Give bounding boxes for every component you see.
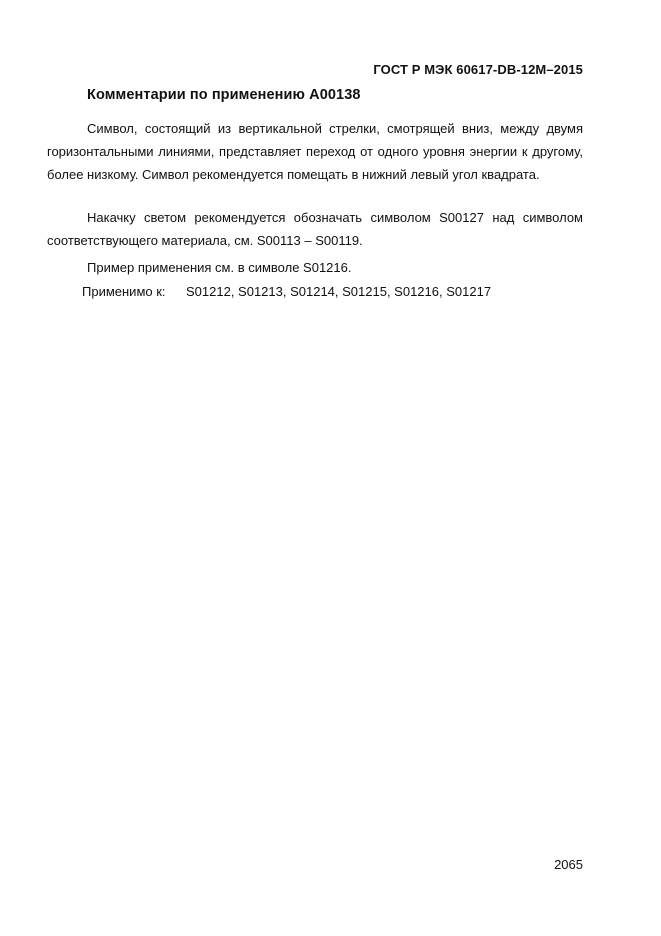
paragraph-light-pumping: Накачку светом рекомендуется обозначать символом S00127 над символом соответствующего материала, см. S00113 – S00119. [47, 210, 583, 248]
paragraph-symbol-description: Символ, состоящий из вертикальной стрелки, смотрящей вниз, между двумя горизонтальными линиями, представляет переход от одного уровня энергии к другому, более низкому. Символ рекомендуется помещать в нижний левый угол квадрата. [47, 121, 583, 182]
page-number: 2065 [554, 857, 583, 872]
applies-to-line [82, 280, 491, 303]
example-reference: Пример применения см. в символе S01216. [87, 260, 352, 275]
section-title: Комментарии по применению А00138 [87, 87, 361, 103]
applies-to-label: Применимо к: [82, 284, 166, 299]
standard-code-header: ГОСТ Р МЭК 60617-DB-12M–2015 [373, 62, 583, 77]
applies-to-value: S01212, S01213, S01214, S01215, S01216, S01217 [186, 284, 492, 299]
